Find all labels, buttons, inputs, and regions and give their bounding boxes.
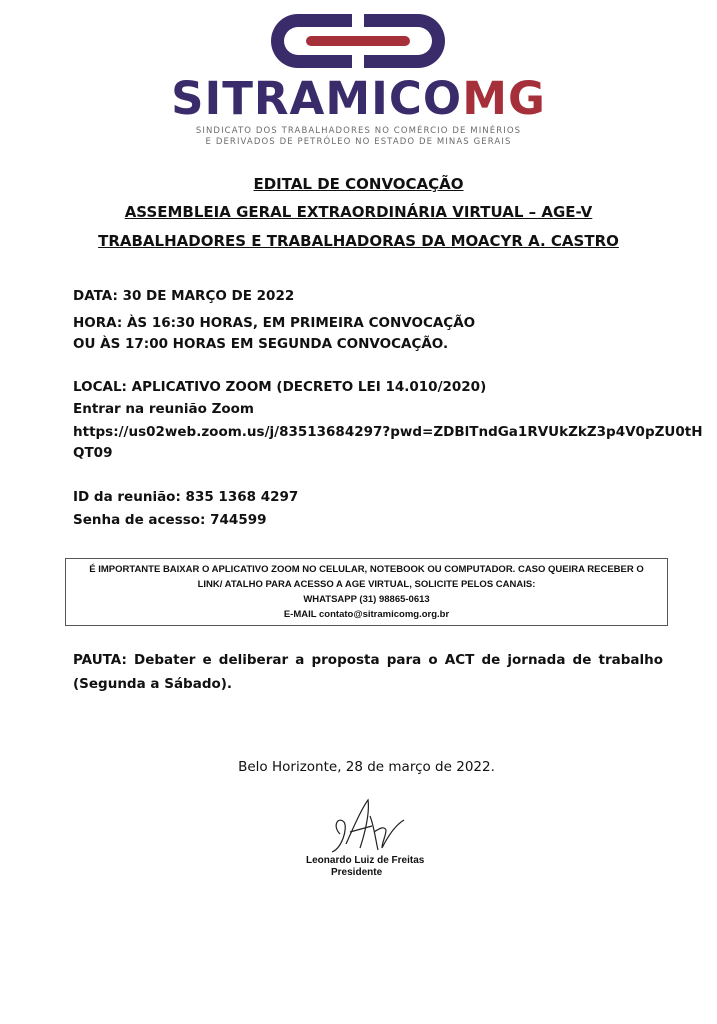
zoom-link[interactable]: https://us02web.zoom.us/j/83513684297?pwd=ZDBlTndGa1RVUkZkZ3p4V0pZU0tH (73, 424, 703, 440)
sitramicomg-logo (0, 0, 717, 150)
notice-line1: É IMPORTANTE BAIXAR O APLICATIVO ZOOM NO CELULAR, NOTEBOOK OU COMPUTADOR. CASO QUEIRA RECEBER O (89, 564, 644, 575)
notice-box (65, 558, 668, 626)
logo-name-part2: MG (462, 72, 546, 125)
logo-subtitle-line1: SINDICATO DOS TRABALHADORES NO COMÉRCIO DE MINÉRIOS (195, 126, 522, 136)
notice-email: E-MAIL contato@sitramicomg.org.br (283, 609, 450, 620)
logo-name-part1: SITRAMICO (171, 72, 463, 125)
meeting-time-second: OU ÀS 17:00 HORAS EM SEGUNDA CONVOCAÇÃO. (73, 336, 449, 352)
meeting-id: ID da reunião: 835 1368 4297 (73, 489, 299, 505)
zoom-link-continued[interactable]: QT09 (73, 445, 113, 461)
signer-name: Leonardo Luiz de Freitas (306, 855, 425, 866)
meeting-date: DATA: 30 DE MARÇO DE 2022 (73, 288, 295, 304)
assembly-title: ASSEMBLEIA GERAL EXTRAORDINÁRIA VIRTUAL – AGE-V (124, 203, 593, 221)
zoom-join-label: Entrar na reunião Zoom (73, 401, 254, 417)
edital-title: EDITAL DE CONVOCAÇÃO (253, 175, 464, 193)
handwritten-signature (320, 796, 415, 856)
signer-role: Presidente (331, 867, 383, 878)
chain-link-logo-icon (268, 10, 448, 72)
logo-wordmark (0, 74, 717, 124)
workers-title: TRABALHADORES E TRABALHADORAS DA MOACYR A. CASTRO (98, 232, 619, 250)
logo-subtitle-line2: E DERIVADOS DE PETRÓLEO NO ESTADO DE MINAS GERAIS (205, 137, 512, 147)
place-and-date: Belo Horizonte, 28 de março de 2022. (238, 759, 495, 775)
meeting-location: LOCAL: APLICATIVO ZOOM (DECRETO LEI 14.010/2020) (73, 379, 487, 395)
meeting-password: Senha de acesso: 744599 (73, 512, 267, 528)
agenda-paragraph: PAUTA: Debater e deliberar a proposta para o ACT de jornada de trabalho (Segunda a Sábado). (73, 652, 663, 692)
meeting-time-first: HORA: ÀS 16:30 HORAS, EM PRIMEIRA CONVOCAÇÃO (73, 315, 476, 331)
notice-line2: LINK/ ATALHO PARA ACESSO A AGE VIRTUAL, SOLICITE PELOS CANAIS: (197, 579, 536, 590)
notice-whatsapp: WHATSAPP (31) 98865-0613 (303, 594, 430, 605)
